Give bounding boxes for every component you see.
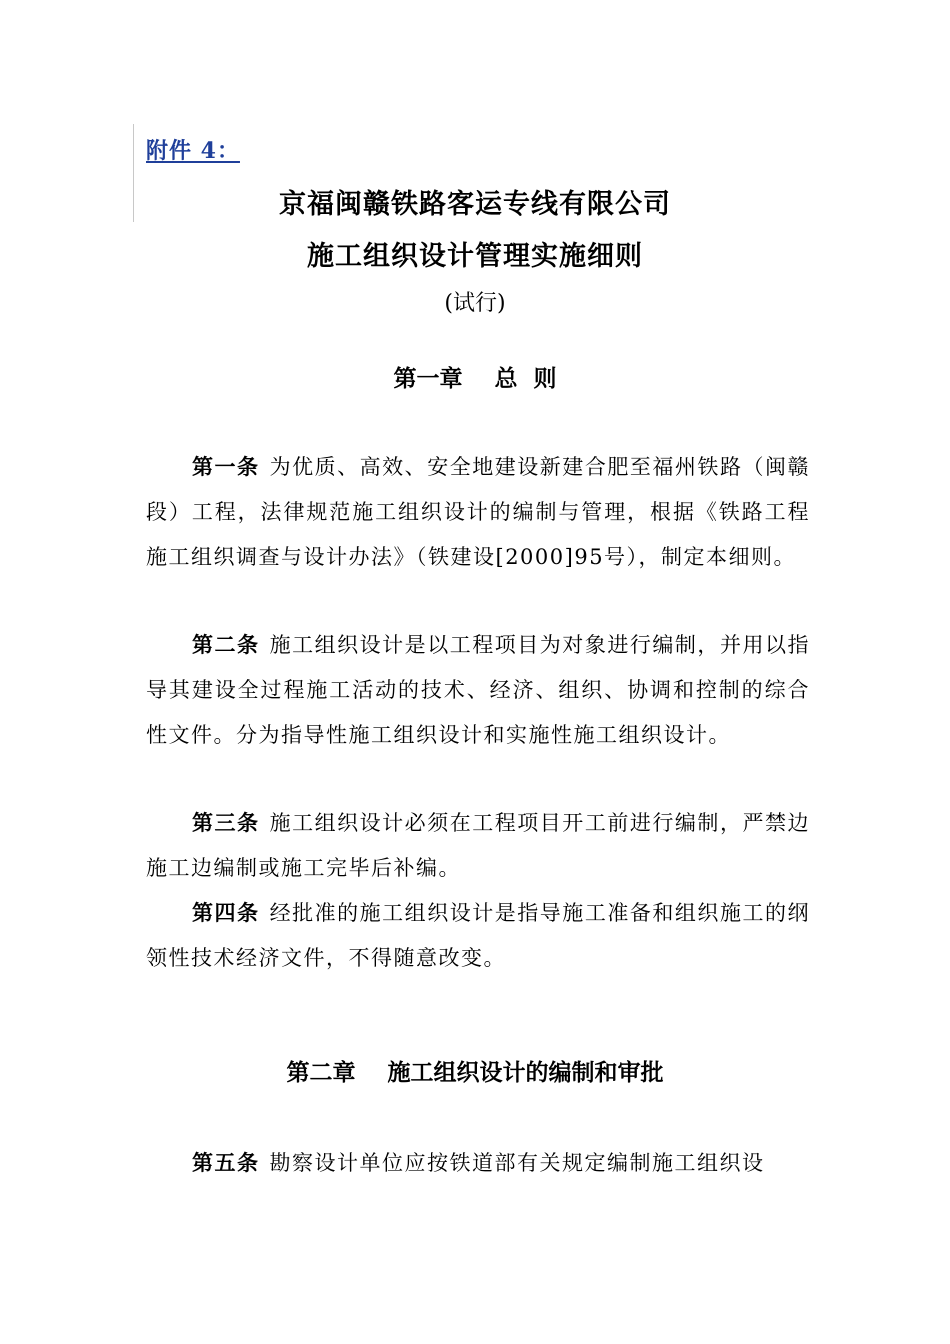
document-title-rules: 施工组织设计管理实施细则 bbox=[307, 241, 643, 272]
document-title-company: 京福闽赣铁路客运专线有限公司 bbox=[279, 189, 671, 220]
article-text: 勘察设计单位应按铁道部有关规定编制施工组织设 bbox=[269, 1151, 765, 1175]
chapter-heading: 第二章 施工组织设计的编制和审批 bbox=[286, 1059, 664, 1086]
attachment-label: 附件 4： bbox=[146, 138, 240, 164]
article-text: 施工组织设计必须在工程项目开工前进行编制，严禁边施工边编制或施工完毕后补编。 bbox=[146, 811, 811, 880]
article-text: 为优质、高效、安全地建设新建合肥至福州铁路（闽赣段）工程，法律规范施工组织设计的编制与管理，根据《铁路工程施工组织调查与设计办法》（铁建设[2000]95号），制定本细则。 bbox=[146, 455, 811, 569]
article-number: 第四条 bbox=[192, 900, 260, 925]
article-number: 第五条 bbox=[192, 1150, 260, 1175]
article-paragraph bbox=[146, 800, 810, 891]
article-text: 经批准的施工组织设计是指导施工准备和组织施工的纲领性技术经济文件，不得随意改变。 bbox=[146, 901, 811, 970]
article-number: 第一条 bbox=[192, 454, 260, 479]
article-text: 施工组织设计是以工程项目为对象进行编制，并用以指导其建设全过程施工活动的技术、经济、组织、协调和控制的综合性文件。分为指导性施工组织设计和实施性施工组织设计。 bbox=[146, 633, 811, 747]
article-number: 第二条 bbox=[192, 632, 260, 657]
article-number: 第三条 bbox=[192, 810, 260, 835]
article-paragraph bbox=[146, 1140, 810, 1186]
chapter-heading: 第一章 总 则 bbox=[393, 365, 557, 392]
article-paragraph bbox=[146, 622, 810, 758]
article-paragraph bbox=[146, 890, 810, 981]
article-paragraph bbox=[146, 444, 810, 580]
document-subtitle: (试行) bbox=[444, 291, 506, 316]
